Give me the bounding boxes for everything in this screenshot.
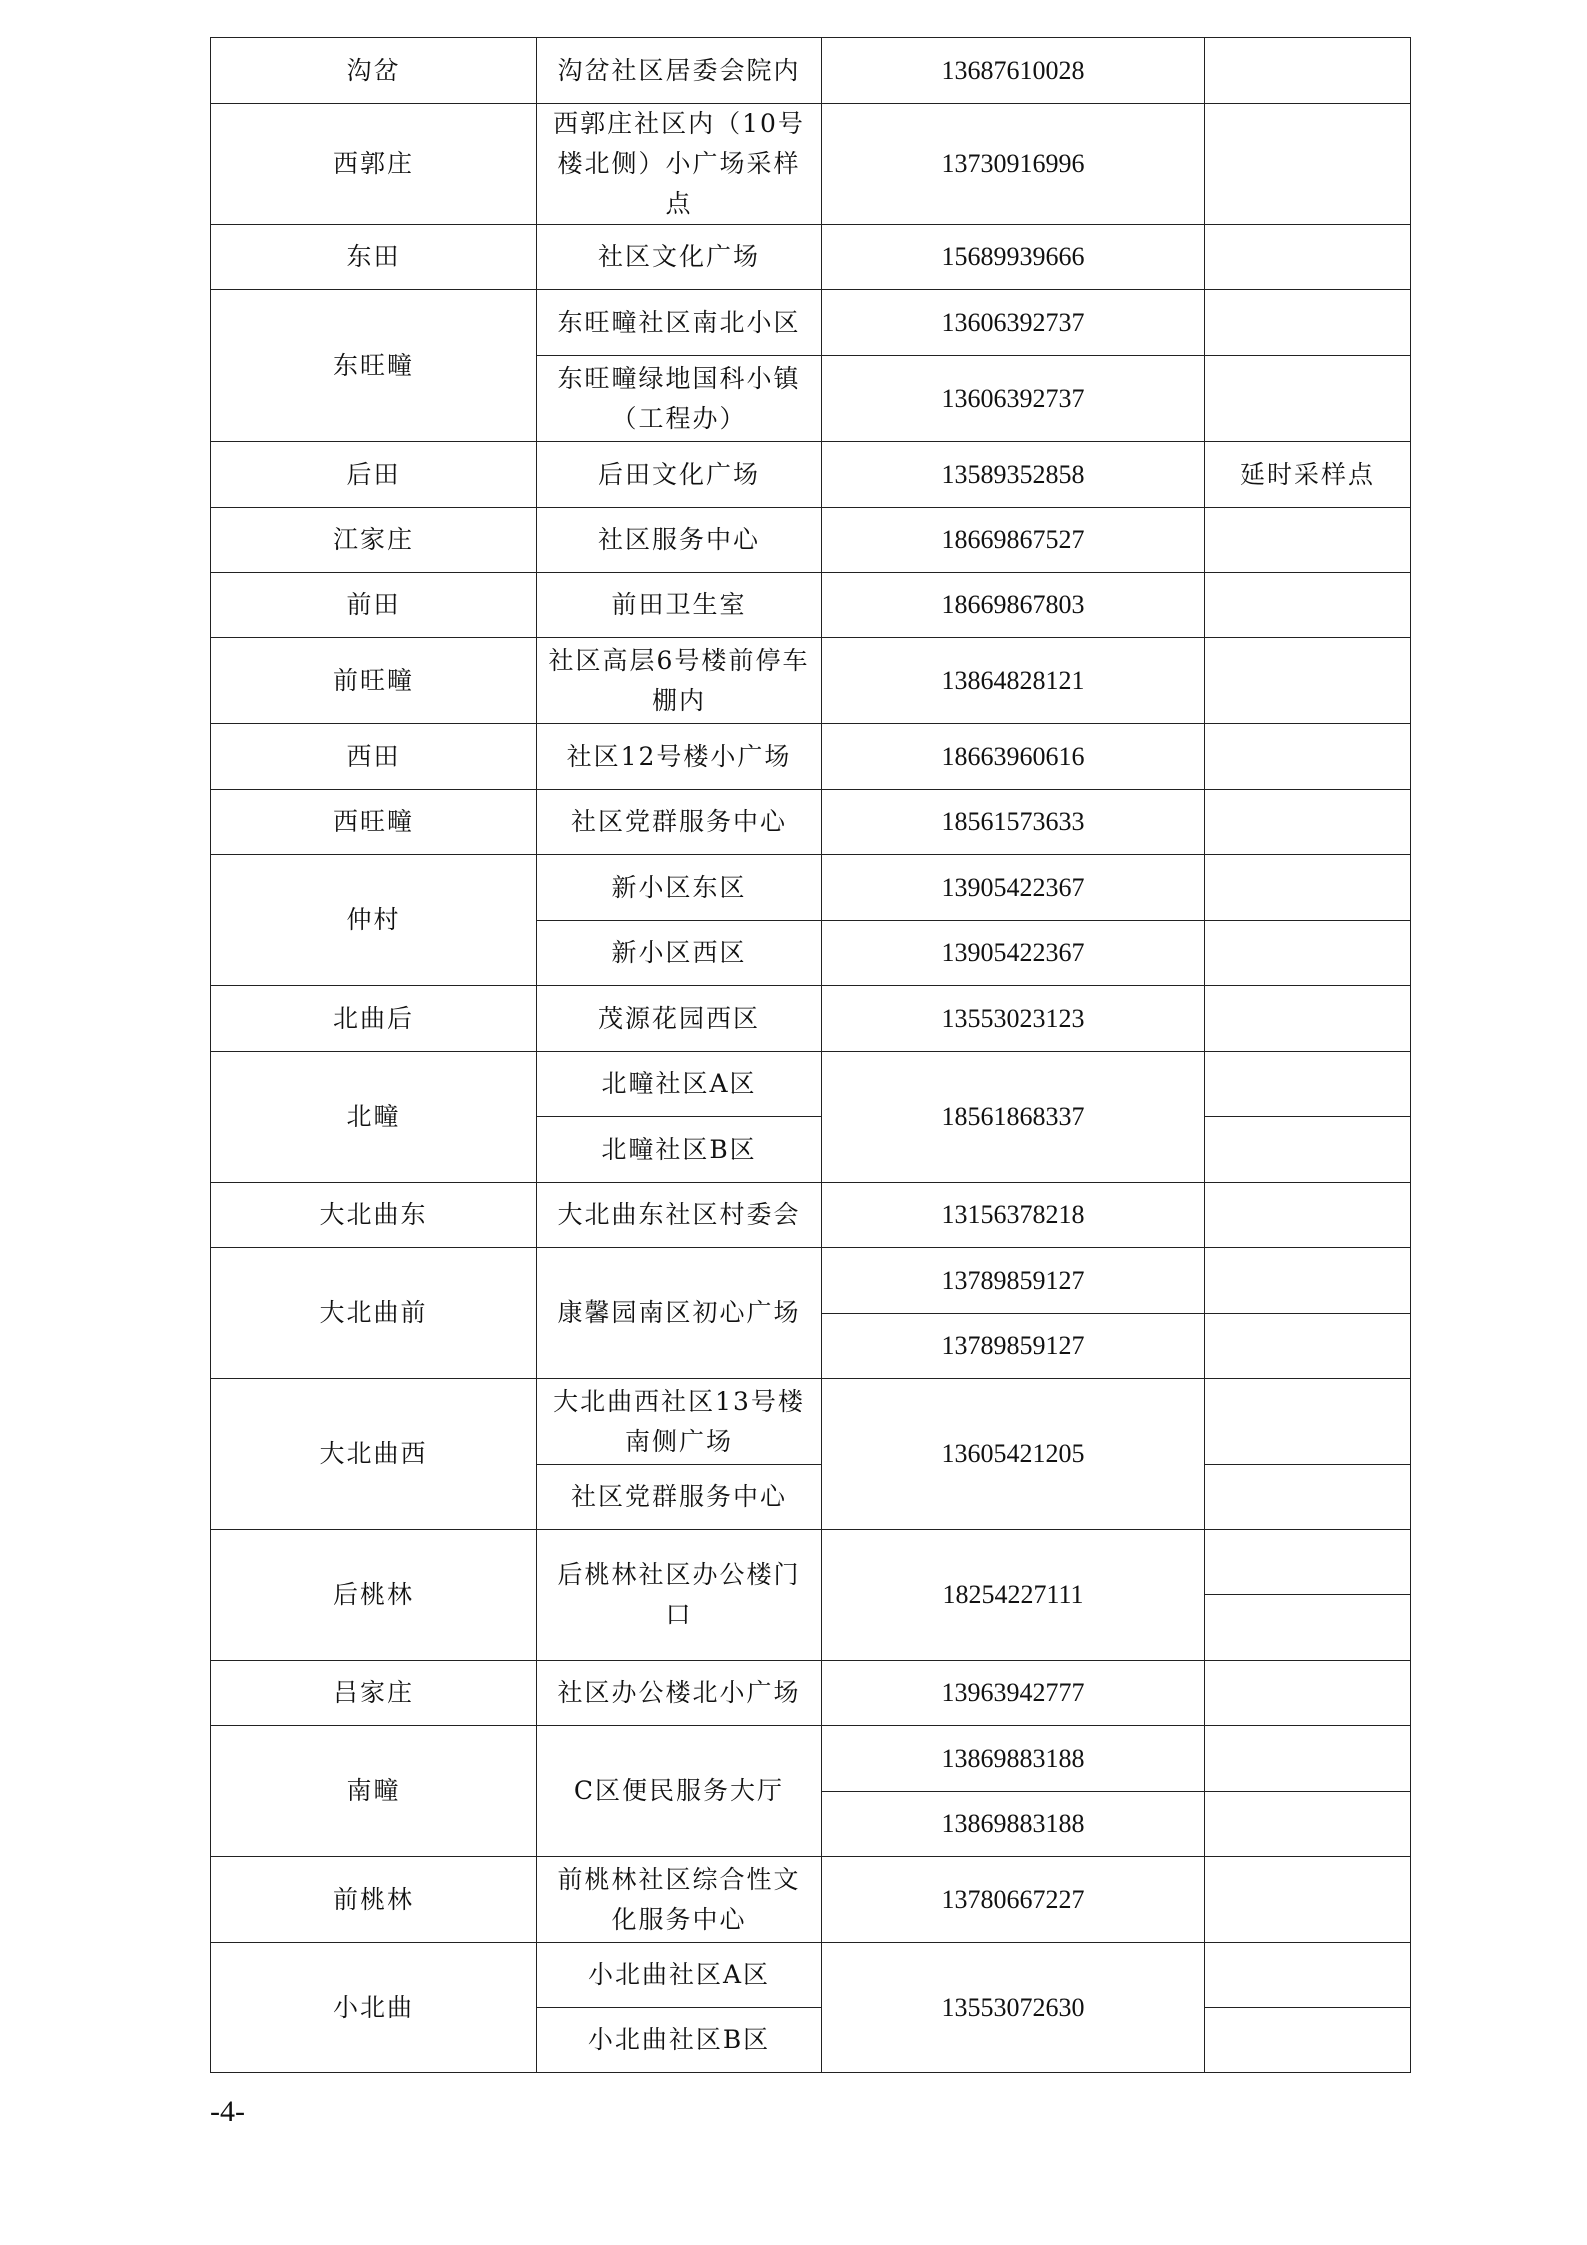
remark — [1205, 1117, 1411, 1183]
site-name: 小北曲社区B区 — [537, 2008, 822, 2073]
remark — [1205, 104, 1411, 225]
remark — [1205, 1314, 1411, 1379]
contact-phone: 18561868337 — [822, 1052, 1205, 1183]
site-name: 社区办公楼北小广场 — [537, 1661, 822, 1726]
table-row — [211, 508, 1411, 573]
table-row — [211, 38, 1411, 104]
table-row — [211, 724, 1411, 790]
sampling-sites-table — [210, 37, 1411, 2073]
community-name: 西田 — [211, 724, 537, 790]
table-row — [211, 104, 1411, 225]
site-name: 北疃社区A区 — [537, 1052, 822, 1117]
site-name: 社区高层6号楼前停车棚内 — [537, 638, 822, 724]
contact-phone: 13730916996 — [822, 104, 1205, 225]
site-name: 康馨园南区初心广场 — [537, 1248, 822, 1379]
site-name: 社区党群服务中心 — [537, 790, 822, 855]
site-name: C区便民服务大厅 — [537, 1726, 822, 1857]
site-name: 社区12号楼小广场 — [537, 724, 822, 790]
remark — [1205, 1465, 1411, 1530]
table-row — [211, 1052, 1411, 1117]
community-name: 前桃林 — [211, 1857, 537, 1943]
community-name: 南疃 — [211, 1726, 537, 1857]
table-row — [211, 790, 1411, 855]
site-name: 大北曲东社区村委会 — [537, 1183, 822, 1248]
table-row — [211, 638, 1411, 724]
contact-phone: 18669867527 — [822, 508, 1205, 573]
site-name: 前田卫生室 — [537, 573, 822, 638]
remark — [1205, 1595, 1411, 1661]
table-row — [211, 855, 1411, 921]
site-name: 新小区西区 — [537, 921, 822, 986]
community-name: 前旺疃 — [211, 638, 537, 724]
remark — [1205, 986, 1411, 1052]
remark — [1205, 2008, 1411, 2073]
remark — [1205, 790, 1411, 855]
table-row — [211, 1530, 1411, 1595]
community-name: 北疃 — [211, 1052, 537, 1183]
community-name: 大北曲前 — [211, 1248, 537, 1379]
remark — [1205, 1726, 1411, 1792]
remark — [1205, 225, 1411, 290]
community-name: 大北曲西 — [211, 1379, 537, 1530]
community-name: 沟岔 — [211, 38, 537, 104]
remark — [1205, 1530, 1411, 1595]
community-name: 北曲后 — [211, 986, 537, 1052]
remark: 延时采样点 — [1205, 442, 1411, 508]
table-row — [211, 1857, 1411, 1943]
community-name: 大北曲东 — [211, 1183, 537, 1248]
contact-phone: 13606392737 — [822, 290, 1205, 356]
remark — [1205, 1052, 1411, 1117]
contact-phone: 13864828121 — [822, 638, 1205, 724]
site-name: 西郭庄社区内（10号楼北侧）小广场采样点 — [537, 104, 822, 225]
contact-phone: 13553072630 — [822, 1943, 1205, 2073]
remark — [1205, 38, 1411, 104]
remark — [1205, 1183, 1411, 1248]
remark — [1205, 1661, 1411, 1726]
table-row — [211, 1379, 1411, 1465]
remark — [1205, 1379, 1411, 1465]
table-row — [211, 986, 1411, 1052]
site-name: 北疃社区B区 — [537, 1117, 822, 1183]
community-name: 前田 — [211, 573, 537, 638]
remark — [1205, 1857, 1411, 1943]
site-name: 小北曲社区A区 — [537, 1943, 822, 2008]
community-name: 小北曲 — [211, 1943, 537, 2073]
community-name: 后桃林 — [211, 1530, 537, 1661]
table-row — [211, 1183, 1411, 1248]
contact-phone: 13789859127 — [822, 1314, 1205, 1379]
contact-phone: 13156378218 — [822, 1183, 1205, 1248]
site-name: 东旺疃社区南北小区 — [537, 290, 822, 356]
site-name: 新小区东区 — [537, 855, 822, 921]
remark — [1205, 573, 1411, 638]
table-row — [211, 1943, 1411, 2008]
site-name: 后桃林社区办公楼门口 — [537, 1530, 822, 1661]
community-name: 吕家庄 — [211, 1661, 537, 1726]
contact-phone: 13963942777 — [822, 1661, 1205, 1726]
contact-phone: 18663960616 — [822, 724, 1205, 790]
page-number: -4- — [210, 2095, 245, 2128]
contact-phone: 13605421205 — [822, 1379, 1205, 1530]
contact-phone: 18254227111 — [822, 1530, 1205, 1661]
site-name: 大北曲西社区13号楼南侧广场 — [537, 1379, 822, 1465]
remark — [1205, 921, 1411, 986]
site-name: 社区党群服务中心 — [537, 1465, 822, 1530]
table-row — [211, 290, 1411, 356]
contact-phone: 13869883188 — [822, 1792, 1205, 1857]
remark — [1205, 638, 1411, 724]
community-name: 东旺疃 — [211, 290, 537, 442]
remark — [1205, 290, 1411, 356]
remark — [1205, 724, 1411, 790]
contact-phone: 13905422367 — [822, 921, 1205, 986]
community-name: 江家庄 — [211, 508, 537, 573]
contact-phone: 13905422367 — [822, 855, 1205, 921]
contact-phone: 18669867803 — [822, 573, 1205, 638]
contact-phone: 13553023123 — [822, 986, 1205, 1052]
contact-phone: 15689939666 — [822, 225, 1205, 290]
site-name: 社区服务中心 — [537, 508, 822, 573]
contact-phone: 13780667227 — [822, 1857, 1205, 1943]
remark — [1205, 1943, 1411, 2008]
table-row — [211, 225, 1411, 290]
contact-phone: 13789859127 — [822, 1248, 1205, 1314]
table-row — [211, 573, 1411, 638]
contact-phone: 13687610028 — [822, 38, 1205, 104]
table-row — [211, 1726, 1411, 1792]
remark — [1205, 1792, 1411, 1857]
table-row — [211, 442, 1411, 508]
contact-phone: 13589352858 — [822, 442, 1205, 508]
remark — [1205, 855, 1411, 921]
remark — [1205, 356, 1411, 442]
contact-phone: 13606392737 — [822, 356, 1205, 442]
site-name: 沟岔社区居委会院内 — [537, 38, 822, 104]
site-name: 前桃林社区综合性文化服务中心 — [537, 1857, 822, 1943]
table-row — [211, 1661, 1411, 1726]
site-name: 东旺疃绿地国科小镇（工程办） — [537, 356, 822, 442]
site-name: 社区文化广场 — [537, 225, 822, 290]
contact-phone: 13869883188 — [822, 1726, 1205, 1792]
site-name: 后田文化广场 — [537, 442, 822, 508]
community-name: 仲村 — [211, 855, 537, 986]
community-name: 东田 — [211, 225, 537, 290]
remark — [1205, 508, 1411, 573]
contact-phone: 18561573633 — [822, 790, 1205, 855]
community-name: 后田 — [211, 442, 537, 508]
community-name: 西旺疃 — [211, 790, 537, 855]
community-name: 西郭庄 — [211, 104, 537, 225]
remark — [1205, 1248, 1411, 1314]
table-row — [211, 1248, 1411, 1314]
site-name: 茂源花园西区 — [537, 986, 822, 1052]
